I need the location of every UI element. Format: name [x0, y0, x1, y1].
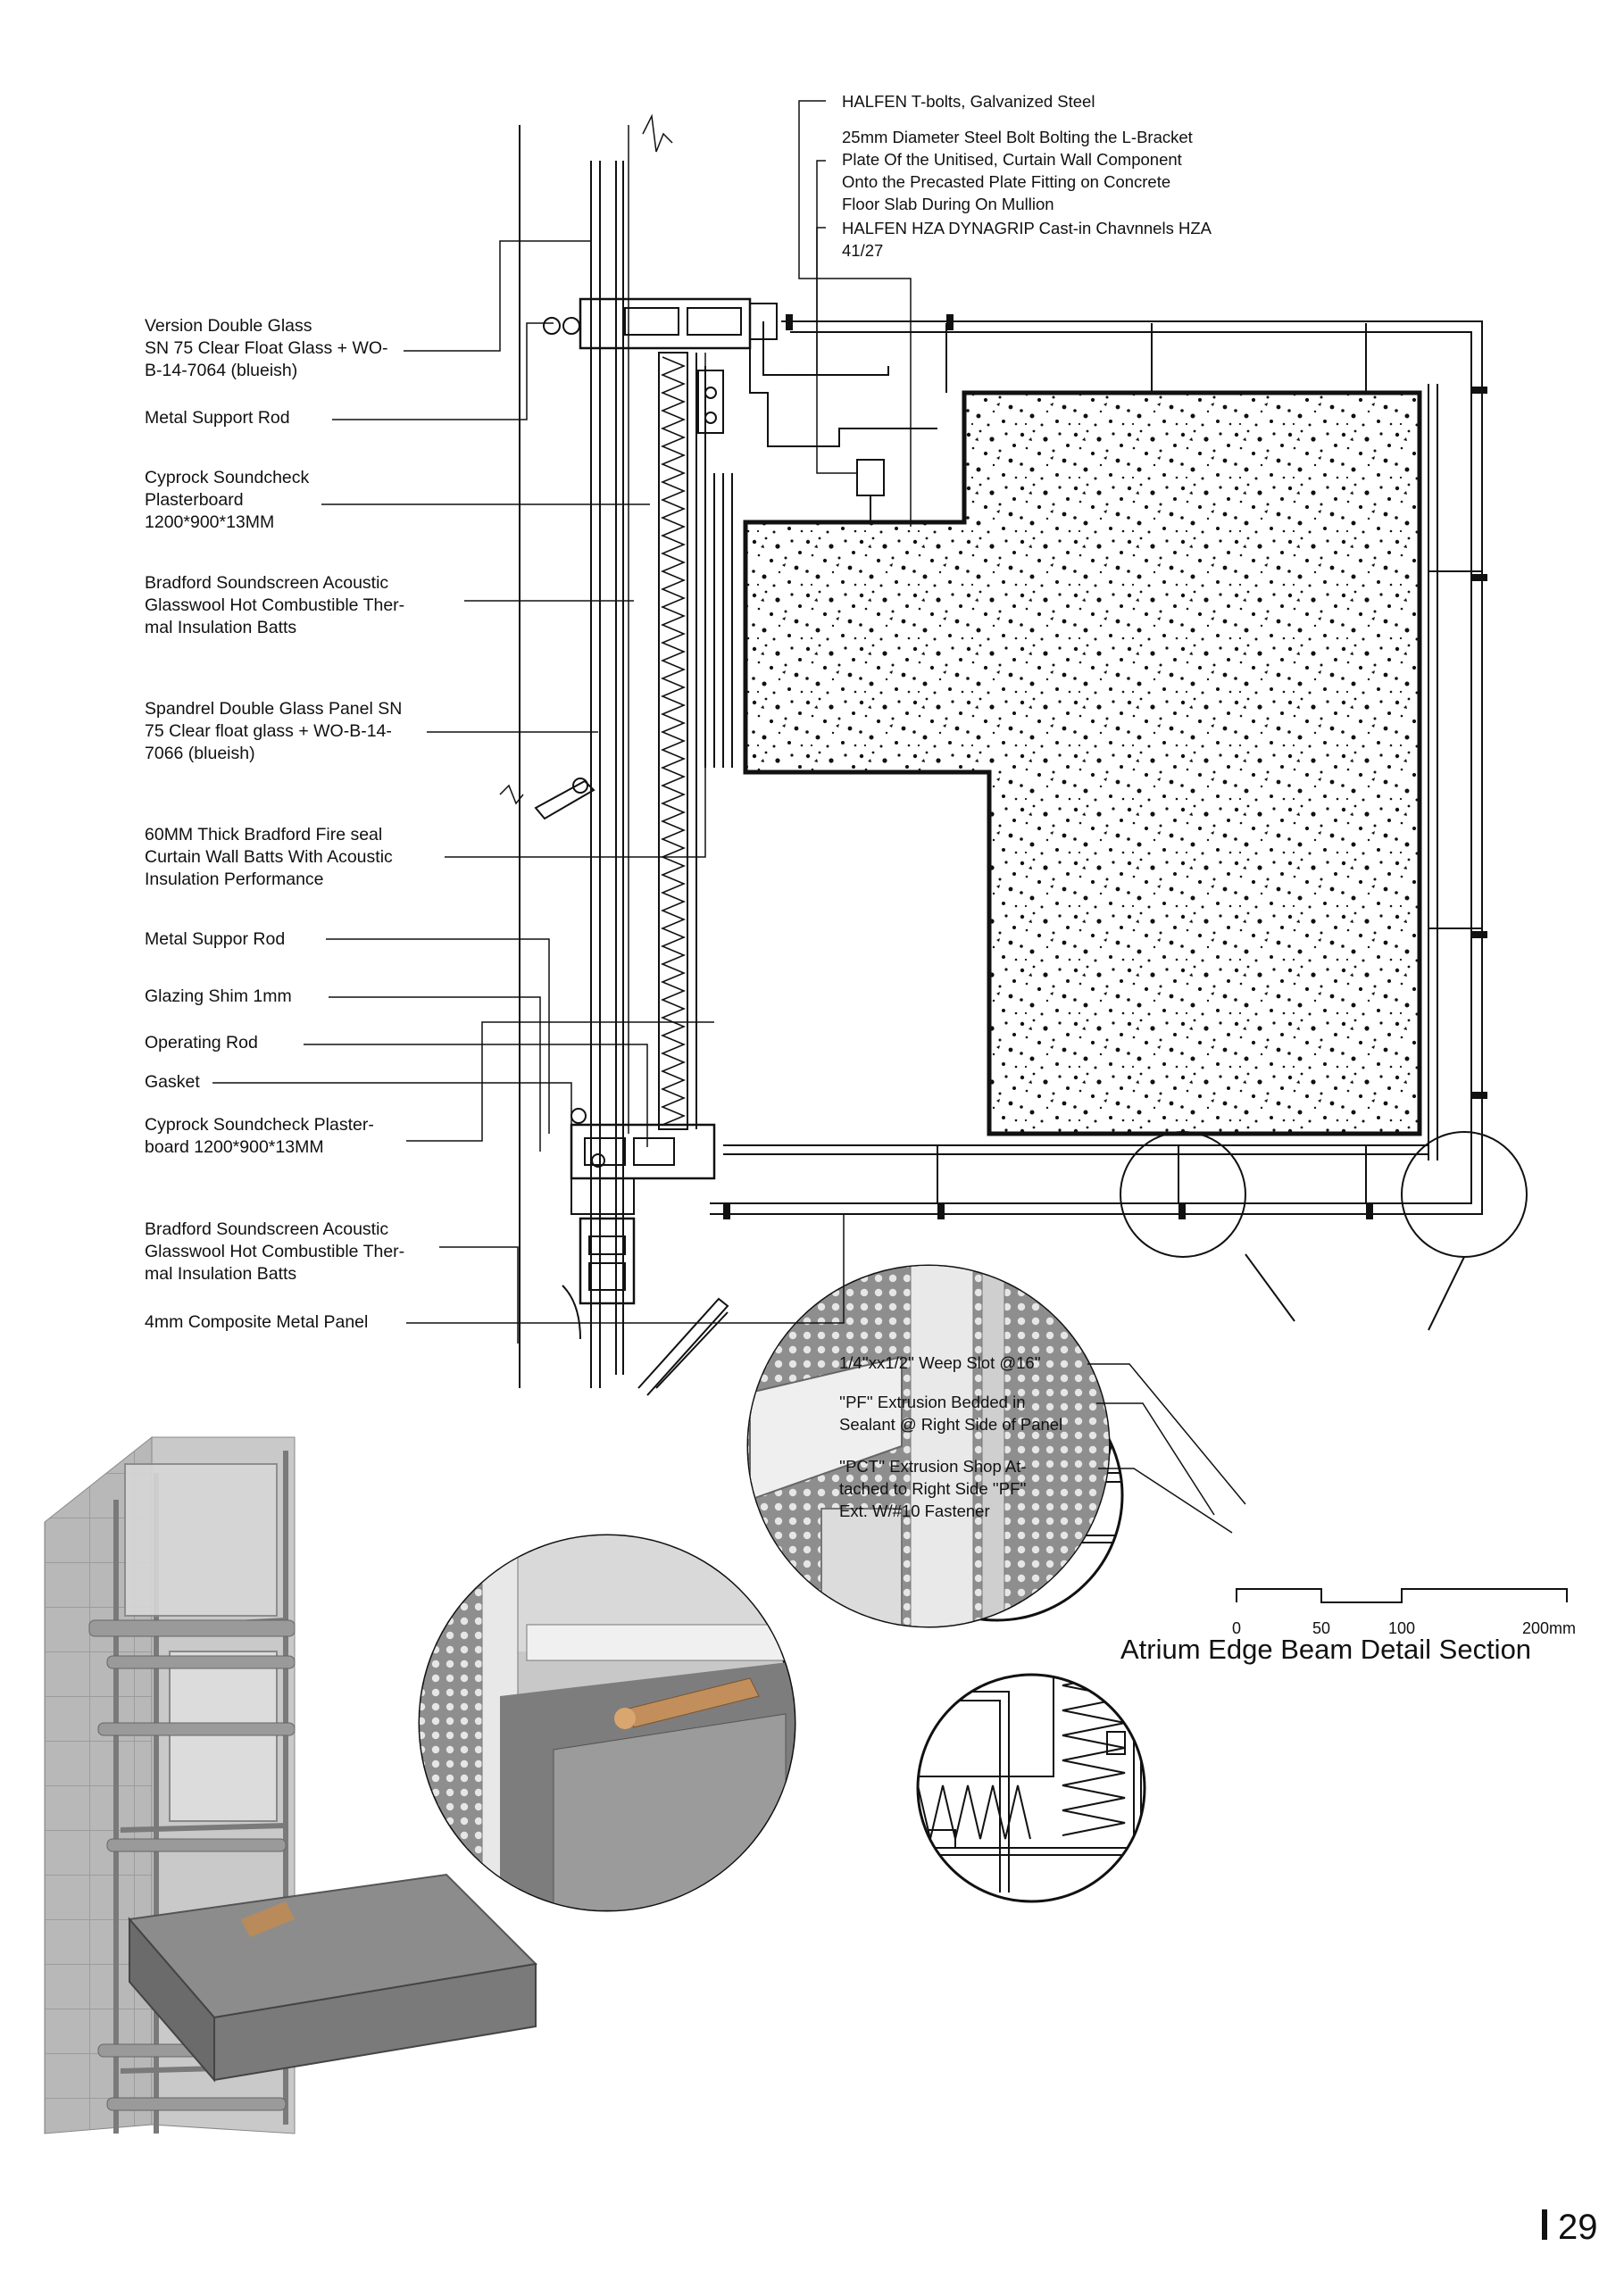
left-label-11-line: Cyprock Soundcheck Plaster-: [145, 1115, 374, 1135]
left-label-5-line: 75 Clear float glass + WO-B-14-: [145, 721, 392, 741]
left-label-10: [145, 1072, 200, 1092]
left-label-12-line: mal Insulation Batts: [145, 1264, 297, 1284]
left-label-1-line: Version Double Glass: [145, 316, 312, 336]
left-label-11-line: board 1200*900*13MM: [145, 1137, 324, 1157]
top-label-1-line: HALFEN T-bolts, Galvanized Steel: [842, 92, 1095, 111]
left-label-10-line: Gasket: [145, 1072, 200, 1092]
left-label-1-line: SN 75 Clear Float Glass + WO-: [145, 338, 388, 358]
detail-label-1: [839, 1353, 1041, 1372]
left-label-6-line: 60MM Thick Bradford Fire seal: [145, 825, 383, 844]
top-label-2-line: 25mm Diameter Steel Bolt Bolting the L-Bracket: [842, 128, 1193, 146]
scale-tick-200mm: 200mm: [1522, 1619, 1577, 1637]
drawing-title: Atrium Edge Beam Detail Section: [1120, 1634, 1532, 1665]
left-label-8-line: Glazing Shim 1mm: [145, 986, 292, 1006]
left-label-11: [145, 1115, 374, 1157]
top-label-3: [842, 219, 1212, 260]
callout-circles: [1120, 1132, 1527, 1330]
left-label-5-line: Spandrel Double Glass Panel SN: [145, 699, 403, 719]
left-label-1-line: B-14-7064 (blueish): [145, 361, 298, 380]
left-label-9: [145, 1033, 258, 1052]
scale-tick-100: 100: [1388, 1619, 1416, 1637]
detail-label-2-line: ''PF'' Extrusion Bedded in: [839, 1393, 1026, 1411]
page-number-rule: [1542, 2209, 1547, 2240]
left-label-7-line: Metal Suppor Rod: [145, 929, 286, 949]
left-label-6: [145, 825, 393, 889]
left-label-4-line: Glasswool Hot Combustible Ther-: [145, 595, 405, 615]
top-label-2-line: Plate Of the Unitised, Curtain Wall Component: [842, 150, 1182, 169]
detail-label-1-line: 1/4''xx1/2'' Weep Slot @16'': [839, 1353, 1041, 1372]
left-label-3-line: Cyprock Soundcheck: [145, 468, 310, 487]
detail-label-3-line: ''PCT'' Extrusion Shop At-: [839, 1457, 1027, 1476]
left-label-12: [145, 1219, 404, 1284]
left-label-6-line: Insulation Performance: [145, 869, 324, 889]
top-label-2-line: Floor Slab During On Mullion: [842, 195, 1054, 213]
left-leaders: [212, 241, 844, 1343]
top-label-3-line: HALFEN HZA DYNAGRIP Cast-in Chavnnels HZA: [842, 219, 1212, 237]
left-label-3: [145, 468, 310, 532]
left-label-12-line: Glasswool Hot Combustible Ther-: [145, 1242, 405, 1261]
left-label-13: [145, 1312, 368, 1332]
concrete-edge-beam: [710, 314, 1487, 1219]
left-label-13-line: 4mm Composite Metal Panel: [145, 1312, 369, 1332]
top-label-3-line: 41/27: [842, 241, 884, 260]
detail-label-3-line: tached to Right Side ''PF'': [839, 1479, 1027, 1498]
render-zoom-lower: [411, 1535, 804, 1910]
left-label-1: [145, 316, 388, 380]
left-label-9-line: Operating Rod: [145, 1033, 258, 1052]
detail-label-3-line: Ext. W/#10 Fastener: [839, 1502, 990, 1520]
scale-tick-50: 50: [1312, 1619, 1331, 1637]
left-label-3-line: Plasterboard: [145, 490, 244, 510]
left-label-2-line: Metal Support Rod: [145, 408, 290, 428]
page-number: 29: [1558, 2208, 1598, 2247]
top-label-2-line: Onto the Precasted Plate Fitting on Concrete: [842, 172, 1171, 191]
top-label-1: [842, 92, 1095, 111]
corner-panel-detail: [893, 1651, 1145, 1901]
left-label-4-line: mal Insulation Batts: [145, 618, 297, 637]
top-label-2: [842, 128, 1193, 213]
left-label-5-line: 7066 (blueish): [145, 744, 255, 763]
left-label-8: [145, 986, 292, 1006]
detail-label-2-line: Sealant @ Right Side of Panel: [839, 1415, 1063, 1434]
left-label-4: [145, 573, 404, 637]
left-label-4-line: Bradford Soundscreen Acoustic: [145, 573, 389, 593]
scale-tick-0: 0: [1232, 1619, 1242, 1637]
left-label-2: [145, 408, 290, 428]
scale-bar: [1237, 1589, 1567, 1602]
left-label-7: [145, 929, 285, 949]
left-label-6-line: Curtain Wall Batts With Acoustic: [145, 847, 393, 867]
left-label-5: [145, 699, 402, 763]
left-label-3-line: 1200*900*13MM: [145, 512, 275, 532]
left-label-12-line: Bradford Soundscreen Acoustic: [145, 1219, 389, 1239]
